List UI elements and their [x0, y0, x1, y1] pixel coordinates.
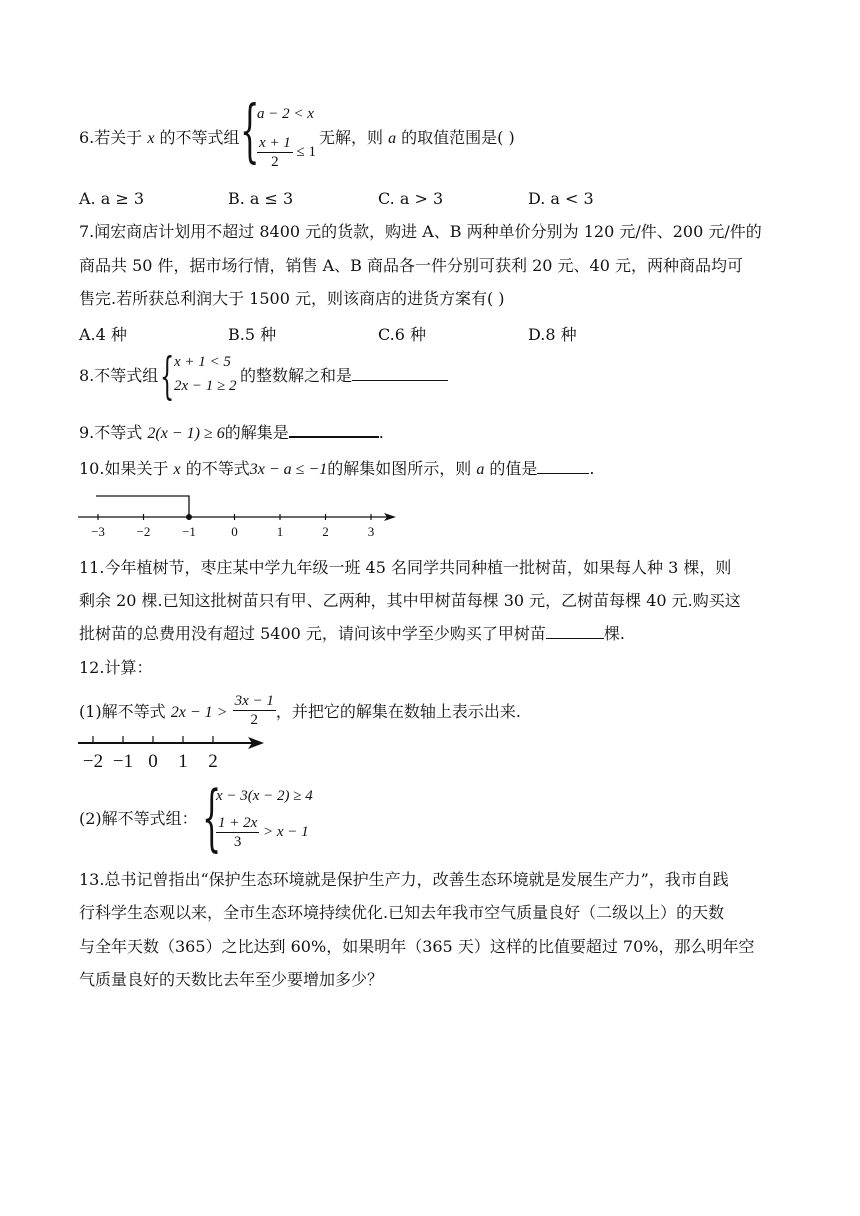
q8-system-brace: { — [160, 347, 175, 405]
q11-line-3: 批树苗的总费用没有超过 5400 元，请问该中学至少购买了甲树苗 棵. — [79, 624, 625, 643]
q10-axis-tick-label: −3 — [91, 524, 105, 539]
q7-option-a: A.4 种 — [79, 325, 127, 344]
q11-line-2: 剩余 20 棵.已知这批树苗只有甲、乙两种，其中甲树苗每棵 30 元，乙树苗每棵 40 元.购买这 — [79, 591, 741, 610]
q10-axis-tick-label: 3 — [367, 524, 375, 539]
q10-answer-blank[interactable] — [537, 459, 589, 474]
q10-axis-tick-label: −2 — [136, 524, 151, 539]
q6-option-a: A. a ≥ 3 — [79, 189, 145, 208]
q8-stem: 8.不等式组 — [79, 366, 159, 385]
q13-line-2: 行科学生态观以来，全市生态环境持续优化.已知去年我市空气质量良好（二级以上）的天数 — [79, 903, 725, 922]
q13-line-3: 与全年天数（365）之比达到 60%，如果明年（365 天）这样的比值要超过 70%，那么明年空 — [79, 937, 755, 956]
q7-line-1: 7.闻宏商店计划用不超过 8400 元的货款，购进 A、B 两种单价分别为 120 元/件、200 元/件的 — [79, 222, 762, 241]
q10-axis-tick-label: 0 — [231, 524, 238, 539]
q12-axis-tick-label: −2 — [82, 751, 104, 771]
q10-axis-ticks — [91, 514, 374, 539]
q12-title: 12.计算： — [79, 658, 153, 677]
q8-stem-tail: 的整数解之和是 — [240, 366, 448, 386]
q10-stem: 10.如果关于 x 的不等式3x − a ≤ −1的解集如图所示，则 a 的值是 . — [79, 459, 595, 478]
q12-system-brace: { — [202, 775, 222, 859]
q10-axis-tick-label: −1 — [182, 524, 196, 539]
q9-answer-blank[interactable] — [289, 422, 379, 438]
q12-part-1: (1)解不等式 2x − 1 > $\frac{3x - 1}{2}$ ，并把它的解集在数轴上表示出来. — [79, 693, 521, 728]
q12-axis-tick-label: −1 — [112, 751, 134, 771]
q6-system-brace: { — [240, 92, 260, 171]
q12-axis-tick-label: 2 — [208, 751, 218, 771]
q6-inequality-2: $\frac{x + 1}{2}$ ≤ 1 — [259, 135, 317, 170]
q7-option-c: C.6 种 — [378, 325, 427, 344]
q12-axis-ticks — [83, 736, 218, 771]
q10-solution-ray — [96, 496, 189, 517]
q7-option-d: D.8 种 — [528, 325, 577, 344]
q6-option-d: D. a < 3 — [528, 189, 594, 208]
q7-option-b: B.5 种 — [228, 325, 277, 344]
q7-line-3: 售完.若所获总利润大于 1500 元，则该商店的进货方案有( ) — [79, 289, 505, 308]
q6-inequality-1: a − 2 < x — [257, 106, 314, 122]
q11-line-1: 11.今年植树节，枣庄某中学九年级一班 45 名同学共同种植一批树苗，如果每人种 3 棵，则 — [79, 558, 732, 577]
q10-axis-tick-label: 1 — [276, 524, 284, 539]
q12-part-2-label: (2)解不等式组： — [79, 809, 198, 828]
q8-inequality-2: 2x − 1 ≥ 2 — [174, 378, 237, 394]
q12-number-line — [76, 733, 276, 771]
q8-inequality-1: x + 1 < 5 — [174, 354, 231, 370]
q10-number-line — [76, 490, 406, 542]
q6-stem: 6.若关于 x 的不等式组 — [79, 128, 240, 147]
q11-answer-blank[interactable] — [546, 624, 604, 639]
q13-line-4: 气质量良好的天数比去年至少要增加多少？ — [79, 970, 384, 989]
q13-line-1: 13.总书记曾指出“保护生态环境就是保护生产力，改善生态环境就是发展生产力”，我市自践 — [79, 870, 729, 889]
q8-answer-blank[interactable] — [352, 366, 448, 381]
q7-line-2: 商品共 50 件，据市场行情，销售 A、B 商品各一件分别可获利 20 元、40 元，两种商品均可 — [79, 256, 743, 275]
q12-inequality-1: x − 3(x − 2) ≥ 4 — [216, 788, 313, 804]
question-9: 9.不等式 2(x − 1) ≥ 6的解集是 . — [79, 423, 384, 442]
q12-axis-tick-label: 1 — [178, 751, 188, 771]
q6-option-b: B. a ≤ 3 — [228, 189, 294, 208]
q12-inequality-2: $\frac{1 + 2x}{3}$ > x − 1 — [218, 815, 309, 850]
q6-option-c: C. a > 3 — [378, 189, 444, 208]
q12-axis-tick-label: 0 — [148, 751, 158, 771]
q10-axis-tick-label: 2 — [322, 524, 329, 539]
q6-stem-tail: 无解，则 a 的取值范围是( ) — [319, 128, 515, 147]
